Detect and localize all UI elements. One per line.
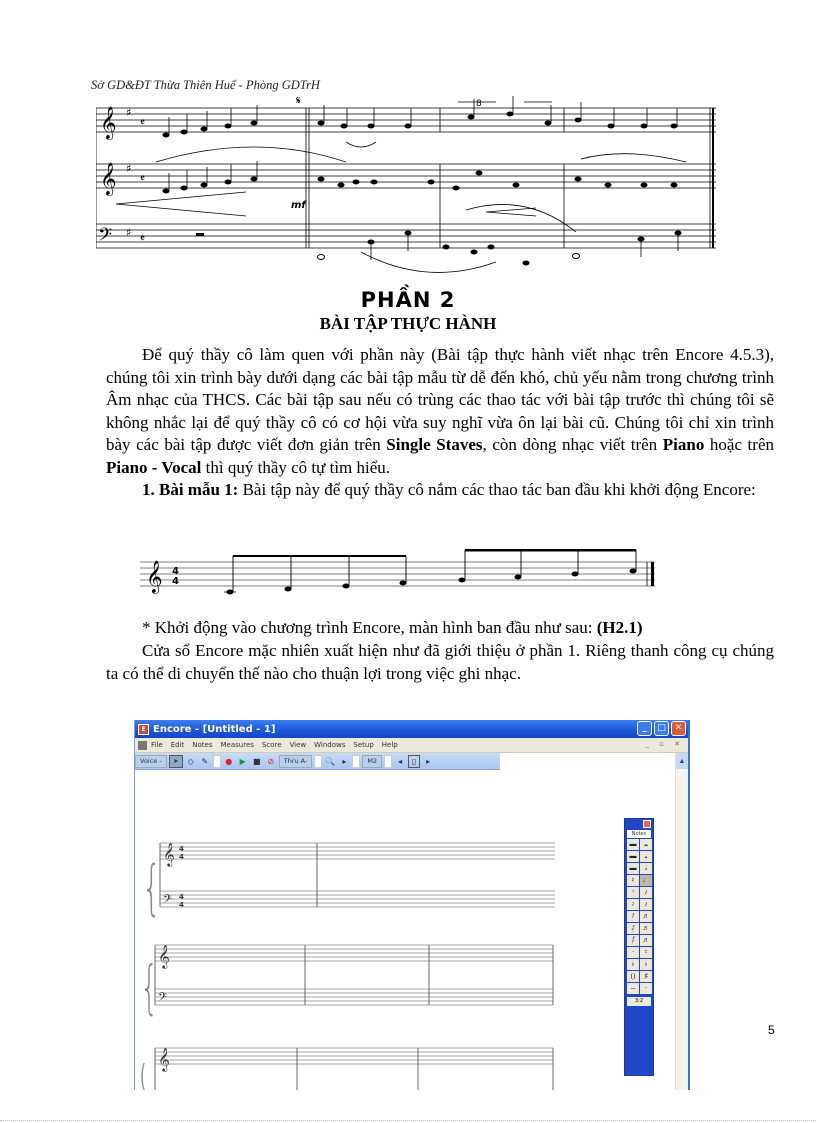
footer-divider — [0, 1120, 816, 1121]
palette-button[interactable]: 𝅝 — [640, 851, 652, 862]
svg-text:4: 4 — [172, 576, 179, 587]
svg-text:𝄵: 𝄵 — [140, 172, 145, 185]
svg-text:𝄢: 𝄢 — [98, 225, 113, 250]
svg-text:𝄵: 𝄵 — [140, 232, 145, 245]
term-piano-vocal: Piano - Vocal — [106, 457, 202, 477]
palette-button[interactable]: ♮ — [640, 947, 652, 958]
menu-file[interactable]: File — [151, 741, 163, 749]
menu-notes[interactable]: Notes — [192, 741, 213, 749]
music-score-excerpt — [96, 92, 716, 282]
arrow-tool-icon[interactable]: ➤ — [169, 755, 183, 768]
step-forward-icon[interactable]: ▸ — [342, 756, 347, 766]
svg-text:𝄞: 𝄞 — [146, 560, 163, 593]
zoom-icon[interactable]: 🔍 — [325, 756, 336, 766]
palette-button[interactable]: 𝄾 — [627, 887, 639, 898]
intro-paragraph: Để quý thầy cô làm quen với phần này (Bài tập thực hành viết nhạc trên Encore 4.5.3), chúng tôi xin trình bày dưới dạng các bài tập mẫu từ dễ đến khó, chủ yếu nằm trong chương trình Âm nhạc của THCS. Các bài tập sau nếu có trùng các thao tác với bài tập trước thì chúng tôi sẽ không nhắc lại để quý thầy cô có cơ hội vừa suy nghĩ vừa ôn lại bài cũ. Chúng tôi chỉ xin trình bày các bài tập được viết đơn giản trên Single Staves, còn dòng nhạc viết trên Piano hoặc trên Piano - Vocal thì quý thầy cô tự tìm hiểu. — [106, 345, 774, 477]
palette-button[interactable]: 𝅂 — [627, 935, 639, 946]
scroll-up-icon[interactable]: ▲ — [676, 753, 688, 769]
menu-setup[interactable]: Setup — [353, 741, 374, 749]
record-icon[interactable]: ● — [225, 756, 233, 766]
palette-button[interactable]: · — [640, 983, 652, 994]
maximize-button[interactable]: □ — [654, 721, 669, 736]
svg-text:𝄢: 𝄢 — [163, 893, 173, 909]
palette-button[interactable]: ♯ — [640, 971, 652, 982]
menu-edit[interactable]: Edit — [170, 741, 185, 749]
term-single-staves: Single Staves — [386, 435, 483, 454]
menu-help[interactable]: Help — [381, 741, 398, 749]
score-canvas[interactable] — [135, 770, 671, 1090]
notes-palette[interactable] — [624, 818, 654, 1076]
svg-text:𝄞: 𝄞 — [100, 162, 117, 195]
svg-text:♯: ♯ — [126, 106, 132, 119]
page-number: 5 — [768, 1023, 775, 1037]
palette-button[interactable]: ▬ — [627, 851, 639, 862]
palette-button[interactable]: () — [627, 971, 639, 982]
measure-indicator[interactable]: M2 — [362, 755, 382, 768]
menu-windows[interactable]: Windows — [314, 741, 346, 749]
document-header: Sở GD&ĐT Thừa Thiên Huế - Phòng GDTrH — [91, 78, 320, 92]
palette-button[interactable]: · — [627, 947, 639, 958]
menu-view[interactable]: View — [289, 741, 307, 749]
svg-text:4: 4 — [172, 566, 179, 577]
svg-text:𝄞: 𝄞 — [163, 842, 175, 866]
palette-button[interactable]: ♬ — [640, 935, 652, 946]
svg-text:𝄞: 𝄞 — [100, 106, 117, 139]
palette-close-button[interactable] — [643, 820, 651, 828]
svg-text:{: { — [140, 952, 159, 1021]
section-title: PHẦN 2 — [360, 288, 456, 312]
svg-text:♯: ♯ — [126, 162, 132, 175]
svg-text:(: ( — [140, 1058, 146, 1090]
svg-text:𝄵: 𝄵 — [140, 116, 145, 129]
palette-button-selected[interactable]: ♩ — [640, 875, 652, 886]
svg-text:𝄞: 𝄞 — [158, 944, 170, 968]
palette-button[interactable]: ♪ — [640, 899, 652, 910]
startup-paragraph: * Khởi động vào chương trình Encore, màn hình ban đầu như sau: (H2.1) — [142, 618, 643, 637]
palette-button[interactable]: 𝄿 — [627, 899, 639, 910]
svg-text:4: 4 — [179, 901, 184, 909]
voice-selector[interactable]: Voice - — [135, 755, 167, 768]
mdi-controls[interactable]: _ ▫ ✕ — [645, 740, 684, 748]
encore-window-screenshot — [134, 720, 690, 1090]
eraser-icon[interactable]: ◇ — [187, 756, 194, 766]
window-paragraph: Cửa sổ Encore mặc nhiên xuất hiện như đã giới thiệu ở phần 1. Riêng thanh công cụ chúng ta có thể di chuyển thế nào cho thuận lợi trong việc ghi nhạc. — [106, 641, 774, 683]
palette-button[interactable]: 𝄽 — [627, 875, 639, 886]
app-icon: E — [138, 724, 149, 735]
section-subtitle: BÀI TẬP THỰC HÀNH — [319, 314, 497, 333]
palette-grid — [625, 838, 653, 995]
svg-text:𝄋: 𝄋 — [296, 94, 301, 107]
palette-button[interactable]: ♭ — [627, 959, 639, 970]
svg-text:mf: mf — [291, 200, 306, 211]
play-icon[interactable]: ▶ — [239, 756, 246, 766]
stop-icon[interactable]: ■ — [252, 756, 261, 766]
svg-text:♯: ♯ — [126, 226, 132, 239]
palette-button[interactable]: 𝅜 — [640, 839, 652, 850]
palette-button[interactable]: ♪ — [640, 887, 652, 898]
exercise-paragraph: 1. Bài mẫu 1: Bài tập này để quý thầy cô nắm các thao tác ban đầu khi khởi động Encore: — [142, 480, 756, 499]
term-piano: Piano — [662, 435, 705, 454]
palette-button[interactable]: 𝅗𝅥 — [640, 863, 652, 874]
exercise-label: 1. Bài mẫu 1: — [142, 480, 239, 499]
document-icon[interactable] — [138, 741, 147, 750]
svg-text:8: 8 — [476, 99, 482, 109]
tuplet-button[interactable]: 3:2 — [627, 997, 651, 1006]
close-button[interactable]: ✕ — [671, 721, 686, 736]
svg-text:{: { — [142, 853, 162, 924]
minimize-button[interactable]: _ — [637, 721, 652, 736]
toolbar — [135, 753, 500, 770]
prev-page-icon[interactable]: ◂ — [398, 756, 403, 766]
palette-button[interactable]: ▬ — [627, 863, 639, 874]
pencil-icon[interactable]: ✎ — [201, 756, 209, 766]
next-page-icon[interactable]: ▸ — [426, 756, 431, 766]
svg-text:4: 4 — [179, 853, 184, 861]
menu-bar — [135, 738, 688, 753]
thru-selector[interactable]: Thru A- — [279, 755, 313, 768]
window-title: Encore - [Untitled - 1] — [153, 723, 276, 735]
palette-button[interactable]: ♬ — [640, 923, 652, 934]
title-bar — [135, 720, 688, 738]
palette-title: Notes — [627, 830, 651, 838]
palette-button[interactable]: 𝅁 — [627, 923, 639, 934]
menu-score[interactable]: Score — [261, 741, 282, 749]
vocal-staff — [96, 108, 716, 132]
palette-button[interactable]: 𝅀 — [627, 911, 639, 922]
exercise-score — [140, 540, 655, 600]
svg-text:4: 4 — [179, 845, 184, 853]
panic-icon[interactable]: ⊘ — [267, 756, 275, 766]
svg-text:4: 4 — [179, 893, 184, 901]
menu-measures[interactable]: Measures — [220, 741, 254, 749]
palette-button[interactable]: ♭ — [640, 959, 652, 970]
vertical-scrollbar[interactable] — [675, 753, 688, 1090]
palette-button[interactable]: -- — [627, 983, 639, 994]
palette-button[interactable]: ▬ — [627, 839, 639, 850]
page-icon[interactable]: ▯ — [408, 755, 420, 768]
svg-text:𝄞: 𝄞 — [158, 1047, 170, 1071]
figure-ref: (H2.1) — [596, 618, 643, 637]
palette-button[interactable]: ♬ — [640, 911, 652, 922]
svg-text:𝄢: 𝄢 — [158, 991, 168, 1007]
